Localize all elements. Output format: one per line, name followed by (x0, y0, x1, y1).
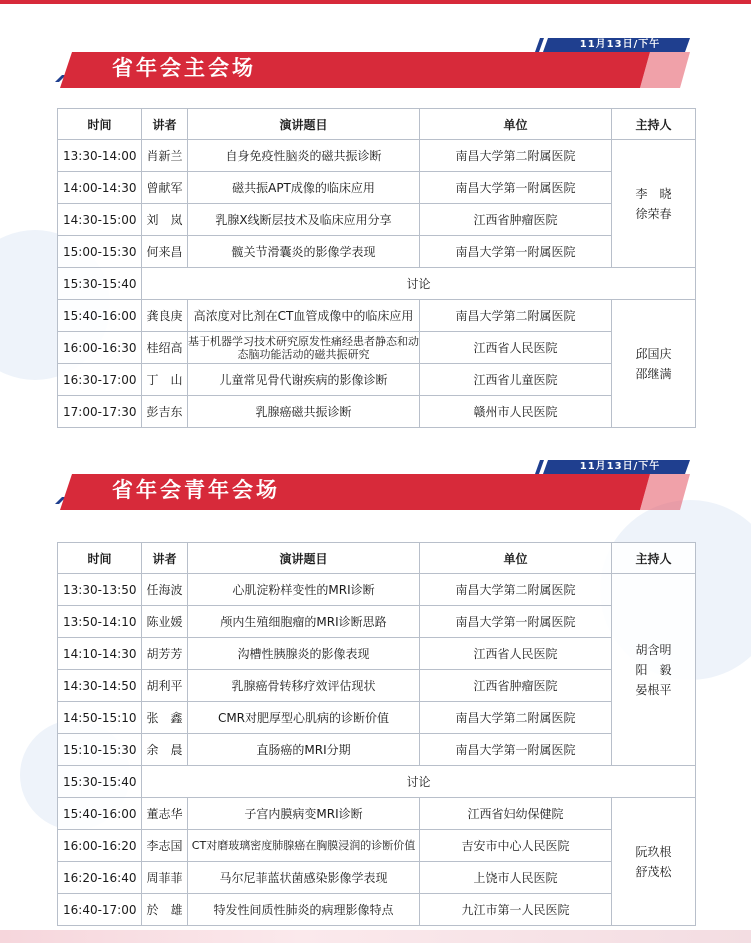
time-cell: 17:00-17:30 (58, 396, 142, 428)
table-row (58, 140, 696, 172)
discussion-row (58, 766, 696, 798)
table-row (58, 236, 696, 268)
schedule-table (57, 542, 696, 926)
speaker-cell: 董志华 (142, 798, 188, 830)
time-cell: 14:00-14:30 (58, 172, 142, 204)
time-cell: 15:40-16:00 (58, 798, 142, 830)
table-row (58, 734, 696, 766)
unit-cell: 江西省人民医院 (420, 332, 612, 364)
table-row (58, 364, 696, 396)
time-cell: 16:00-16:30 (58, 332, 142, 364)
topic-cell: CMR对肥厚型心肌病的诊断价值 (188, 702, 420, 734)
header-speaker: 讲者 (142, 543, 188, 574)
table-row (58, 574, 696, 606)
unit-cell: 江西省儿童医院 (420, 364, 612, 396)
table-header-row (58, 543, 696, 574)
speaker-cell: 刘 岚 (142, 204, 188, 236)
topic-cell: 沟槽性胰腺炎的影像表现 (188, 638, 420, 670)
unit-cell: 南昌大学第二附属医院 (420, 300, 612, 332)
header-unit: 单位 (420, 543, 612, 574)
table-row (58, 638, 696, 670)
time-cell: 16:00-16:20 (58, 830, 142, 862)
table-row (58, 798, 696, 830)
header-host: 主持人 (612, 109, 696, 140)
speaker-cell: 张 鑫 (142, 702, 188, 734)
topic-cell: 子宫内膜病变MRI诊断 (188, 798, 420, 830)
host-cell (612, 798, 696, 926)
time-cell: 15:00-15:30 (58, 236, 142, 268)
unit-cell: 江西省妇幼保健院 (420, 798, 612, 830)
speaker-cell: 胡芳芳 (142, 638, 188, 670)
host-cell (612, 574, 696, 766)
time-cell: 15:10-15:30 (58, 734, 142, 766)
host-cell (612, 300, 696, 428)
top-accent-bar (0, 0, 751, 4)
section-title: 省年会青年会场 (112, 478, 280, 502)
speaker-cell: 龚良庚 (142, 300, 188, 332)
speaker-cell: 周菲菲 (142, 862, 188, 894)
time-cell: 14:30-15:00 (58, 204, 142, 236)
speaker-cell: 曾献军 (142, 172, 188, 204)
unit-cell: 南昌大学第一附属医院 (420, 236, 612, 268)
date-tag: 11月13日/下午 (579, 461, 661, 472)
time-cell: 15:30-15:40 (58, 766, 142, 798)
speaker-cell: 李志国 (142, 830, 188, 862)
unit-cell: 南昌大学第一附属医院 (420, 172, 612, 204)
date-tag: 11月13日/下午 (579, 39, 661, 50)
topic-cell: 磁共振APT成像的临床应用 (188, 172, 420, 204)
table-row (58, 300, 696, 332)
speaker-cell: 於 雄 (142, 894, 188, 926)
host-name: 阳 毅 (635, 662, 672, 677)
table-row (58, 702, 696, 734)
table-row (58, 862, 696, 894)
section-banner (0, 38, 751, 98)
discussion-label: 讨论 (142, 268, 696, 300)
time-cell: 13:30-13:50 (58, 574, 142, 606)
time-cell: 15:30-15:40 (58, 268, 142, 300)
time-cell: 16:20-16:40 (58, 862, 142, 894)
host-name: 阮玖根 (635, 844, 672, 859)
unit-cell: 南昌大学第二附属医院 (420, 702, 612, 734)
topic-cell: 基于机器学习技术研究原发性痛经患者静态和动态脑功能活动的磁共振研究 (188, 332, 420, 364)
speaker-cell: 丁 山 (142, 364, 188, 396)
speaker-cell: 胡利平 (142, 670, 188, 702)
speaker-cell: 余 晨 (142, 734, 188, 766)
table-row (58, 332, 696, 364)
host-name: 邵继满 (635, 366, 672, 381)
unit-cell: 南昌大学第二附属医院 (420, 140, 612, 172)
time-cell: 13:50-14:10 (58, 606, 142, 638)
speaker-cell: 桂绍高 (142, 332, 188, 364)
host-name: 晏根平 (635, 682, 672, 697)
header-host: 主持人 (612, 543, 696, 574)
topic-cell: 高浓度对比剂在CT血管成像中的临床应用 (188, 300, 420, 332)
topic-cell: 马尔尼菲蓝状菌感染影像学表现 (188, 862, 420, 894)
unit-cell: 南昌大学第一附属医院 (420, 606, 612, 638)
header-time: 时间 (58, 543, 142, 574)
time-cell: 16:30-17:00 (58, 364, 142, 396)
time-cell: 14:30-14:50 (58, 670, 142, 702)
speaker-cell: 彭吉东 (142, 396, 188, 428)
topic-cell: 特发性间质性肺炎的病理影像特点 (188, 894, 420, 926)
host-cell (612, 140, 696, 268)
speaker-cell: 何来昌 (142, 236, 188, 268)
table-row (58, 606, 696, 638)
unit-cell: 南昌大学第二附属医院 (420, 574, 612, 606)
table-row (58, 830, 696, 862)
unit-cell: 江西省肿瘤医院 (420, 670, 612, 702)
header-topic: 演讲题目 (188, 543, 420, 574)
host-name: 舒茂松 (635, 864, 672, 879)
time-cell: 13:30-14:00 (58, 140, 142, 172)
header-unit: 单位 (420, 109, 612, 140)
host-name: 徐荣春 (635, 206, 672, 221)
header-topic: 演讲题目 (188, 109, 420, 140)
host-name: 邱国庆 (635, 346, 672, 361)
unit-cell: 赣州市人民医院 (420, 396, 612, 428)
bottom-decoration (0, 930, 751, 943)
unit-cell: 江西省肿瘤医院 (420, 204, 612, 236)
topic-cell: 乳腺癌磁共振诊断 (188, 396, 420, 428)
speaker-cell: 肖新兰 (142, 140, 188, 172)
section-banner (0, 460, 751, 520)
discussion-row (58, 268, 696, 300)
discussion-label: 讨论 (142, 766, 696, 798)
time-cell: 15:40-16:00 (58, 300, 142, 332)
table-row (58, 204, 696, 236)
topic-cell: CT对磨玻璃密度肺腺癌在胸膜浸润的诊断价值 (188, 830, 420, 862)
header-speaker: 讲者 (142, 109, 188, 140)
host-name: 胡含明 (635, 642, 672, 657)
header-time: 时间 (58, 109, 142, 140)
topic-cell: 髋关节滑囊炎的影像学表现 (188, 236, 420, 268)
section-title: 省年会主会场 (112, 56, 256, 80)
table-row (58, 172, 696, 204)
table-row (58, 396, 696, 428)
topic-cell: 儿童常见骨代谢疾病的影像诊断 (188, 364, 420, 396)
topic-cell: 心肌淀粉样变性的MRI诊断 (188, 574, 420, 606)
unit-cell: 九江市第一人民医院 (420, 894, 612, 926)
time-cell: 16:40-17:00 (58, 894, 142, 926)
host-name: 李 晓 (635, 186, 672, 201)
topic-cell: 乳腺癌骨转移疗效评估现状 (188, 670, 420, 702)
table-row (58, 670, 696, 702)
speaker-cell: 任海波 (142, 574, 188, 606)
schedule-table (57, 108, 696, 428)
topic-cell: 自身免疫性脑炎的磁共振诊断 (188, 140, 420, 172)
table-header-row (58, 109, 696, 140)
unit-cell: 南昌大学第一附属医院 (420, 734, 612, 766)
table-row (58, 894, 696, 926)
speaker-cell: 陈业媛 (142, 606, 188, 638)
unit-cell: 江西省人民医院 (420, 638, 612, 670)
topic-cell: 乳腺X线断层技术及临床应用分享 (188, 204, 420, 236)
time-cell: 14:10-14:30 (58, 638, 142, 670)
time-cell: 14:50-15:10 (58, 702, 142, 734)
unit-cell: 上饶市人民医院 (420, 862, 612, 894)
topic-cell: 直肠癌的MRI分期 (188, 734, 420, 766)
unit-cell: 吉安市中心人民医院 (420, 830, 612, 862)
topic-cell: 颅内生殖细胞瘤的MRI诊断思路 (188, 606, 420, 638)
